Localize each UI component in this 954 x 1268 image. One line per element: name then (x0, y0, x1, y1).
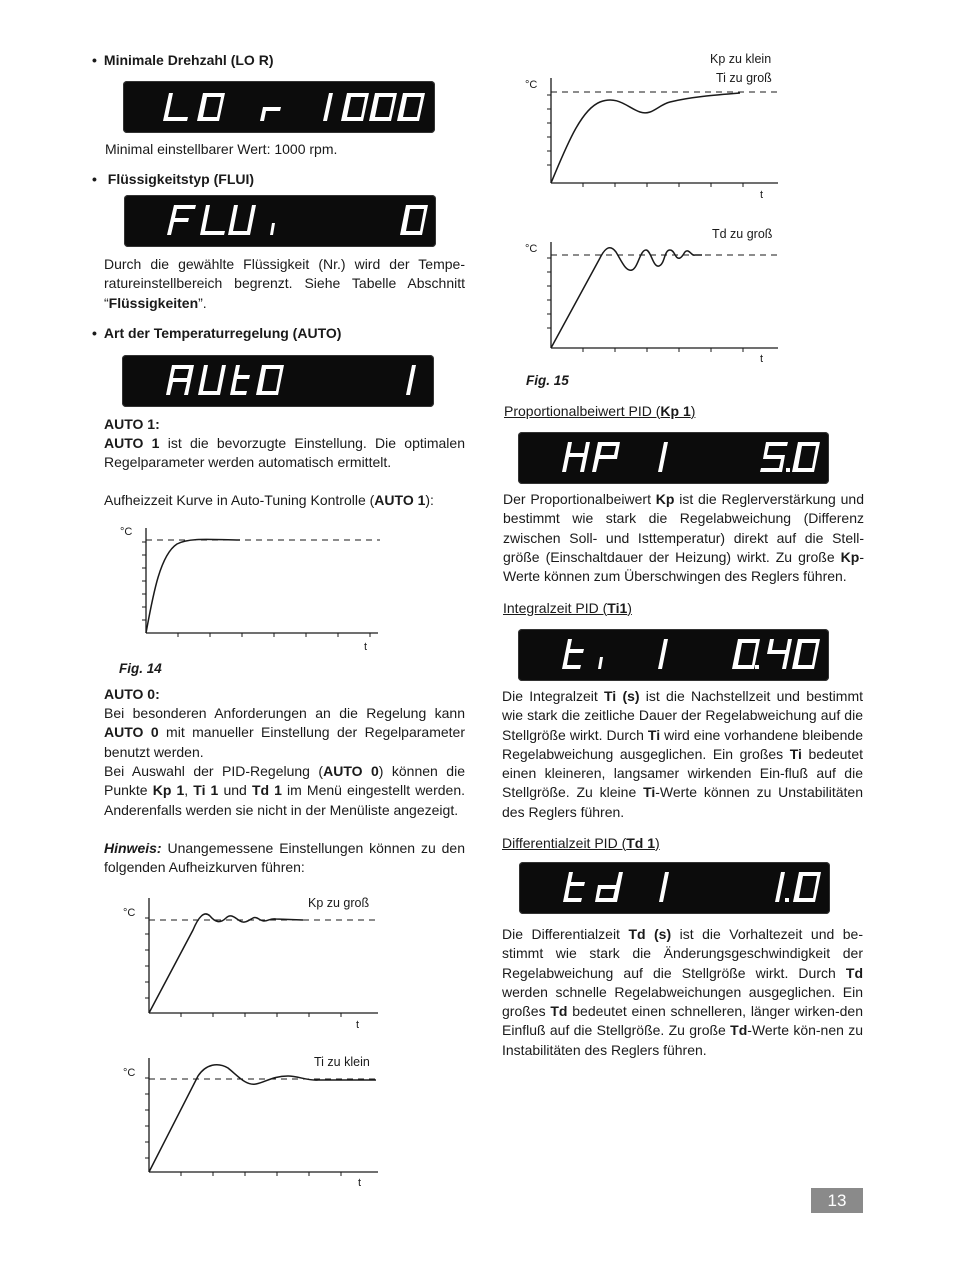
auto0-p2-b: AUTO 0 (323, 763, 379, 779)
auto0-p2-g: und (218, 782, 252, 799)
ti-heading-bold: Ti1 (607, 600, 628, 616)
kp-text (503, 490, 864, 586)
ti-display (518, 629, 829, 681)
graph-2-unit: °C (525, 243, 538, 255)
kp-heading-pre: Proportionalbeiwert PID ( (504, 403, 661, 419)
auto0-p2-i: im Menü eingestellt werden. Anderenfalls werden sie nicht in der Menüliste angezeigt. (104, 782, 466, 818)
auto-heading: • Art der Temperaturregelung (AUTO) (92, 324, 341, 343)
kp-heading-bold: Kp 1 (660, 403, 691, 419)
graph-ti-zu-klein (118, 1048, 388, 1193)
graph-kp-gross-t: t (356, 1019, 360, 1031)
graph-kp-zu-gross (118, 888, 388, 1033)
auto0-p1-pre: Bei besonderen Anforderungen an die Regelung kann (104, 705, 465, 721)
page-number: 13 (811, 1188, 863, 1213)
auto0-p2-e: , (184, 782, 194, 799)
td-text (502, 925, 863, 1060)
graph-2-t: t (760, 353, 764, 365)
flui-text-bold: Flüssigkeiten (108, 294, 199, 311)
auto0-p2-c: ) können die Punkte (104, 763, 465, 799)
auto0-title: AUTO 0: (104, 686, 160, 702)
ti-text (502, 687, 863, 822)
kp-text-c: ist die Reglerverstärkung und bestimmt wie stark die Regelabweichung (Differenz zwischen Soll- und Isttemperatur) direkt auf die Stell-größe (Einschaltdauer der Heizung) wirkt. Zu große (503, 491, 864, 565)
kp-display-segments (518, 432, 829, 484)
td-heading-pre: Differentialzeit PID ( (502, 835, 627, 851)
ti-display-segments (518, 629, 829, 681)
td-text-i: -Werte kön-nen zu Instabilitäten des Reglers führen. (502, 1022, 863, 1058)
graph-1-unit: °C (525, 79, 538, 91)
auto-display (122, 355, 434, 407)
flui-display (124, 195, 436, 247)
curve-intro-bold: AUTO 1 (374, 492, 426, 508)
flui-heading-post: ) (249, 171, 255, 187)
kp-text-e: -Werte können zum Überschwingen des Reglers führen. (503, 548, 864, 585)
auto1-title: AUTO 1: (104, 416, 160, 432)
flui-heading-code: FLUI (218, 171, 250, 187)
lo-display-segments (123, 81, 435, 133)
flui-text-pre: Durch die gewählte Flüssigkeit (Nr.) wird der Tempe-ratureinstellbereich begrenzt. Siehe Tabelle Abschnitt “ (104, 256, 465, 311)
flui-display-segments (124, 195, 436, 247)
graph-td-zu-gross (520, 222, 790, 367)
ti-text-b: Ti (s) (604, 688, 640, 704)
td-text-c: ist die Vorhaltezeit und be-stimmt wie stark die Änderungsgeschwindigkeit der Regelabweichung auf die Stellgröße wirkt. Durch (502, 926, 863, 981)
td-display-segments (519, 862, 830, 914)
td-heading-bold: Td 1 (626, 835, 656, 851)
td-heading-post: ) (655, 835, 660, 851)
auto0-text-2 (104, 762, 465, 820)
graph-kp-gross-label: Kp zu groß (308, 896, 370, 910)
fig14-unit-label: °C (120, 526, 133, 538)
auto0-p2-h: Td 1 (251, 782, 282, 799)
td-text-a: Die Differentialzeit (502, 926, 629, 942)
curve-intro (104, 491, 434, 510)
td-text-e: werden schnelle Regelabweichungen ausgeglichen. Ein großes (502, 983, 863, 1020)
ti-text-i: -Werte können zu Unstabilitäten des Reglers führen. (502, 784, 863, 820)
ti-heading (503, 599, 632, 618)
graph-ti-klein-label: Ti zu klein (314, 1055, 370, 1069)
td-text-b: Td (s) (628, 926, 672, 942)
ti-heading-post: ) (627, 600, 632, 616)
hinweis-text (104, 839, 465, 878)
graph-td-gross-label: Td zu groß (712, 227, 773, 241)
hinweis-body: Unangemessene Einstellungen können zu den folgenden Aufheizkurven führen: (104, 840, 465, 876)
td-display (519, 862, 830, 914)
flui-heading-pre: Flüssigkeitstyp ( (107, 171, 219, 187)
kp-text-b: Kp (655, 491, 675, 507)
ti-text-f: Ti (789, 745, 802, 762)
auto0-p1-bold: AUTO 0 (104, 724, 159, 741)
kp-heading-post: ) (690, 403, 696, 419)
auto1-text-body: ist die bevorzugte Einstellung. Die optimalen Regelparameter werden automatisch ermittelt. (104, 435, 465, 471)
kp-text-a: Der Proportionalbeiwert (503, 491, 656, 507)
flui-text (104, 255, 465, 313)
flui-text-post: ”. (198, 294, 207, 311)
ti-text-c: ist die Nachstellzeit und bestimmt wie stark die zeitliche Dauer der Regelabweichung auf die Stellgröße wirkt. Durch (502, 688, 863, 743)
graph-1-t: t (760, 189, 764, 200)
ti-text-h: Ti (643, 784, 656, 801)
fig14-caption: Fig. 14 (119, 661, 162, 676)
td-text-d: Td (845, 964, 863, 981)
td-text-g: bedeutet einen schnelleren, länger wirken-den Einfluß auf die Stellgröße. Zu große (502, 1003, 863, 1039)
lo-heading: • Minimale Drehzahl (LO R) (92, 51, 273, 70)
kp-text-d: Kp (840, 548, 860, 565)
auto1-text (104, 434, 465, 473)
kp-display (518, 432, 829, 484)
fig14-graph (115, 520, 385, 655)
kp-heading (504, 402, 695, 421)
flui-heading (92, 170, 254, 189)
hinweis-label: Hinweis: (104, 840, 162, 856)
ti-text-d: Ti (647, 726, 661, 743)
lo-note: Minimal einstellbarer Wert: 1000 rpm. (105, 141, 338, 157)
auto0-text-1 (104, 704, 465, 762)
ti-text-a: Die Integralzeit (502, 688, 604, 704)
auto0-p2-f: Ti 1 (193, 782, 219, 799)
auto1-text-bold: AUTO 1 (104, 435, 160, 451)
graph-ti-gross-label: Ti zu groß (716, 71, 772, 85)
graph-kp-klein-label: Kp zu klein (710, 52, 772, 66)
curve-intro-post: ): (425, 492, 434, 508)
graph-kp-gross-unit: °C (123, 907, 136, 919)
auto-display-segments (122, 355, 434, 407)
graph-ti-klein-unit: °C (123, 1067, 136, 1079)
curve-intro-pre: Aufheizzeit Kurve in Auto-Tuning Kontrolle ( (104, 492, 375, 508)
lo-display (123, 81, 435, 133)
fig14-t-label: t (364, 641, 368, 653)
auto0-p2-a: Bei Auswahl der PID-Regelung ( (104, 763, 324, 779)
ti-heading-pre: Integralzeit PID ( (503, 600, 608, 616)
td-text-f: Td (550, 1003, 568, 1020)
ti-text-g: bedeutet einen kleineren, langsamer wirkenden Ein-fluß auf die Stellgröße. Zu kleine (502, 745, 863, 801)
ti-text-e: wird eine vorhandene bleibende Regelabweichung ausgeglichen. Ein großes (502, 726, 864, 762)
auto0-p1-post: mit manueller Einstellung der Regelparameter benutzt werden. (104, 724, 465, 760)
td-heading (502, 834, 660, 853)
graph-kp-zu-klein (520, 50, 790, 200)
auto0-p2-d: Kp 1 (152, 782, 185, 799)
td-text-h: Td (730, 1022, 748, 1039)
graph-ti-klein-t: t (358, 1177, 362, 1189)
fig15-caption: Fig. 15 (526, 373, 569, 388)
